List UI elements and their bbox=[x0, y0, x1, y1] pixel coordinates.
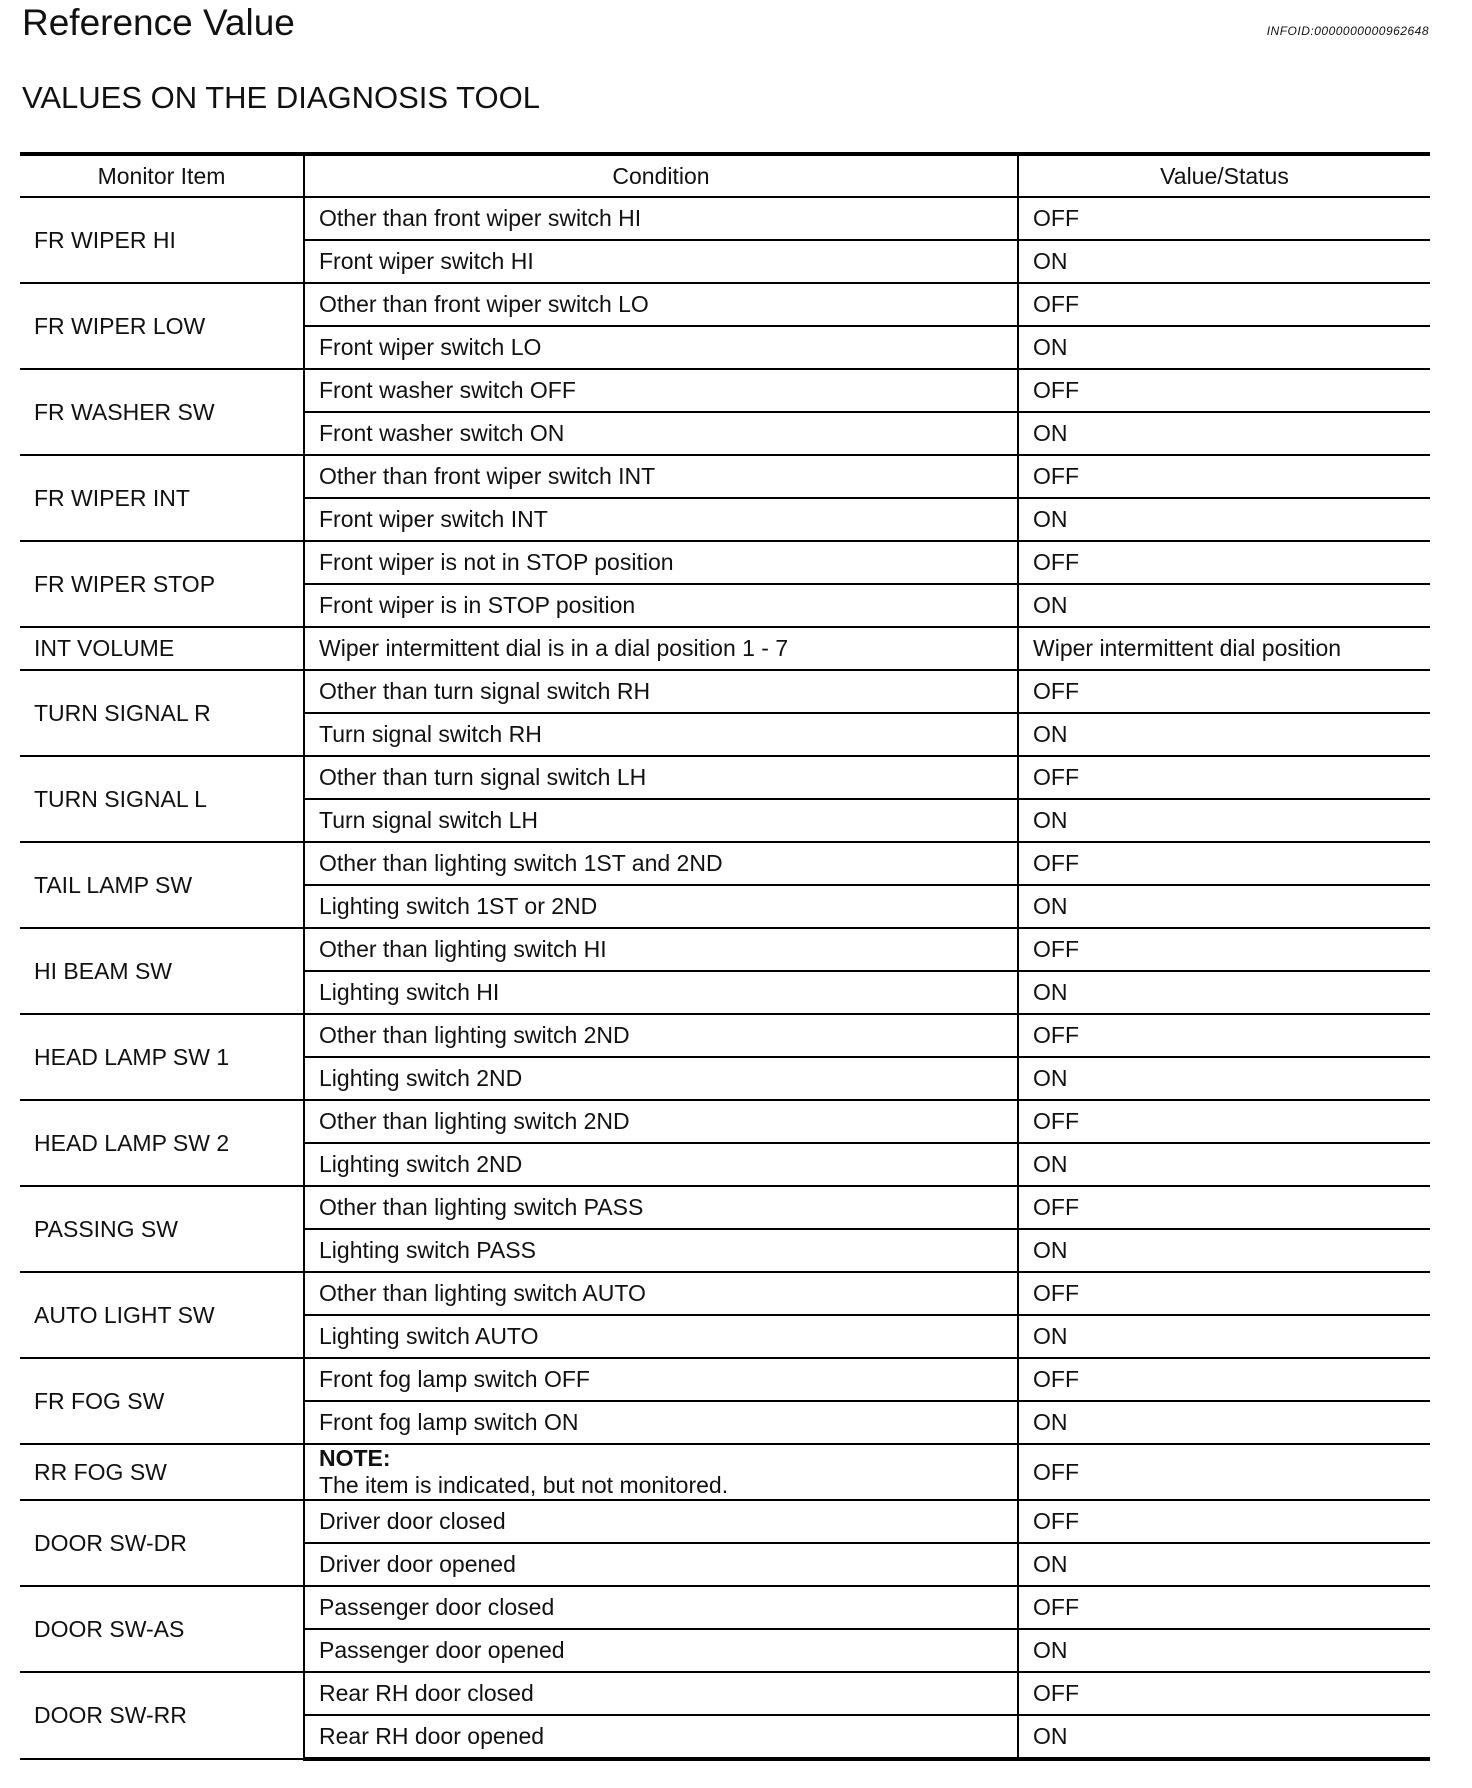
condition-cell: Lighting switch HI bbox=[304, 971, 1018, 1014]
condition-cell: Lighting switch 1ST or 2ND bbox=[304, 885, 1018, 928]
monitor-item-cell: DOOR SW-AS bbox=[20, 1586, 304, 1672]
condition-cell: Front washer switch OFF bbox=[304, 369, 1018, 412]
condition-cell: Passenger door closed bbox=[304, 1586, 1018, 1629]
table-row bbox=[20, 756, 1430, 799]
table-body bbox=[20, 197, 1430, 1759]
table-row bbox=[20, 1186, 1430, 1229]
condition-cell: Other than turn signal switch LH bbox=[304, 756, 1018, 799]
value-status-cell: ON bbox=[1018, 971, 1430, 1014]
table-row bbox=[20, 842, 1430, 885]
condition-cell: Other than turn signal switch RH bbox=[304, 670, 1018, 713]
value-status-cell: ON bbox=[1018, 1401, 1430, 1444]
value-status-cell: ON bbox=[1018, 1057, 1430, 1100]
note-label: NOTE: bbox=[319, 1445, 391, 1471]
condition-cell: Other than lighting switch PASS bbox=[304, 1186, 1018, 1229]
condition-cell: Front washer switch ON bbox=[304, 412, 1018, 455]
table-row bbox=[20, 1672, 1430, 1715]
condition-cell: Other than front wiper switch HI bbox=[304, 197, 1018, 240]
condition-cell: Driver door closed bbox=[304, 1500, 1018, 1543]
table-row bbox=[20, 197, 1430, 240]
condition-cell: Other than lighting switch AUTO bbox=[304, 1272, 1018, 1315]
value-status-cell: ON bbox=[1018, 799, 1430, 842]
value-status-cell: OFF bbox=[1018, 1272, 1430, 1315]
condition-cell: Other than lighting switch HI bbox=[304, 928, 1018, 971]
value-status-cell: ON bbox=[1018, 412, 1430, 455]
condition-cell: Front wiper switch LO bbox=[304, 326, 1018, 369]
table-row bbox=[20, 928, 1430, 971]
value-status-cell: ON bbox=[1018, 326, 1430, 369]
monitor-item-cell: TURN SIGNAL L bbox=[20, 756, 304, 842]
condition-cell: Front fog lamp switch OFF bbox=[304, 1358, 1018, 1401]
page-title: Reference Value bbox=[22, 2, 295, 43]
value-status-cell: OFF bbox=[1018, 842, 1430, 885]
table-row bbox=[20, 627, 1430, 670]
value-status-cell: OFF bbox=[1018, 1672, 1430, 1715]
condition-cell: Other than front wiper switch INT bbox=[304, 455, 1018, 498]
value-status-cell: ON bbox=[1018, 498, 1430, 541]
condition-cell: Rear RH door closed bbox=[304, 1672, 1018, 1715]
column-header-value-status: Value/Status bbox=[1018, 154, 1430, 197]
monitor-item-cell: RR FOG SW bbox=[20, 1444, 304, 1500]
monitor-item-cell: AUTO LIGHT SW bbox=[20, 1272, 304, 1358]
value-status-cell: ON bbox=[1018, 240, 1430, 283]
condition-cell: Other than lighting switch 2ND bbox=[304, 1014, 1018, 1057]
table-row bbox=[20, 283, 1430, 326]
column-header-monitor-item: Monitor Item bbox=[20, 154, 304, 197]
value-status-cell: OFF bbox=[1018, 369, 1430, 412]
value-status-cell: OFF bbox=[1018, 1444, 1430, 1500]
monitor-item-cell: HEAD LAMP SW 2 bbox=[20, 1100, 304, 1186]
condition-cell: Front wiper is not in STOP position bbox=[304, 541, 1018, 584]
value-status-cell: OFF bbox=[1018, 756, 1430, 799]
condition-cell: Front wiper is in STOP position bbox=[304, 584, 1018, 627]
monitor-item-cell: DOOR SW-RR bbox=[20, 1672, 304, 1759]
condition-cell: Lighting switch 2ND bbox=[304, 1143, 1018, 1186]
condition-cell: Rear RH door opened bbox=[304, 1715, 1018, 1759]
value-status-cell: OFF bbox=[1018, 1186, 1430, 1229]
monitor-item-cell: TURN SIGNAL R bbox=[20, 670, 304, 756]
value-status-cell: ON bbox=[1018, 1229, 1430, 1272]
condition-cell: Wiper intermittent dial is in a dial position 1 - 7 bbox=[304, 627, 1018, 670]
condition-cell: Other than lighting switch 1ST and 2ND bbox=[304, 842, 1018, 885]
column-header-condition: Condition bbox=[304, 154, 1018, 197]
monitor-item-cell: FR WASHER SW bbox=[20, 369, 304, 455]
value-status-cell: OFF bbox=[1018, 455, 1430, 498]
reference-value-table bbox=[20, 152, 1430, 1761]
monitor-item-cell: PASSING SW bbox=[20, 1186, 304, 1272]
monitor-item-cell: DOOR SW-DR bbox=[20, 1500, 304, 1586]
value-status-cell: OFF bbox=[1018, 1586, 1430, 1629]
table-row bbox=[20, 1272, 1430, 1315]
condition-cell: Turn signal switch RH bbox=[304, 713, 1018, 756]
value-status-cell: ON bbox=[1018, 1143, 1430, 1186]
condition-cell: Passenger door opened bbox=[304, 1629, 1018, 1672]
monitor-item-cell: TAIL LAMP SW bbox=[20, 842, 304, 928]
monitor-item-cell: FR WIPER INT bbox=[20, 455, 304, 541]
value-status-cell: ON bbox=[1018, 1629, 1430, 1672]
value-status-cell: ON bbox=[1018, 885, 1430, 928]
table-row bbox=[20, 1444, 1430, 1500]
value-status-cell: OFF bbox=[1018, 1500, 1430, 1543]
value-status-cell: ON bbox=[1018, 713, 1430, 756]
table-header-row bbox=[20, 154, 1430, 197]
table-row bbox=[20, 369, 1430, 412]
monitor-item-cell: FR WIPER STOP bbox=[20, 541, 304, 627]
condition-cell: Lighting switch 2ND bbox=[304, 1057, 1018, 1100]
monitor-item-cell: FR WIPER HI bbox=[20, 197, 304, 283]
value-status-cell: OFF bbox=[1018, 541, 1430, 584]
condition-cell: Driver door opened bbox=[304, 1543, 1018, 1586]
monitor-item-cell: HI BEAM SW bbox=[20, 928, 304, 1014]
info-id: INFOID:0000000000962648 bbox=[1266, 24, 1429, 38]
value-status-cell: OFF bbox=[1018, 1358, 1430, 1401]
value-status-cell: ON bbox=[1018, 584, 1430, 627]
condition-cell: Front wiper switch INT bbox=[304, 498, 1018, 541]
table-row bbox=[20, 1100, 1430, 1143]
note-text: The item is indicated, but not monitored. bbox=[319, 1472, 729, 1498]
table-row bbox=[20, 670, 1430, 713]
monitor-item-cell: FR FOG SW bbox=[20, 1358, 304, 1444]
value-status-cell: OFF bbox=[1018, 1100, 1430, 1143]
value-status-cell: OFF bbox=[1018, 197, 1430, 240]
note-cell bbox=[304, 1444, 1018, 1500]
condition-cell: Other than lighting switch 2ND bbox=[304, 1100, 1018, 1143]
value-status-cell: OFF bbox=[1018, 1014, 1430, 1057]
value-status-cell: ON bbox=[1018, 1543, 1430, 1586]
table-row bbox=[20, 1014, 1430, 1057]
table-row bbox=[20, 1586, 1430, 1629]
value-status-cell: ON bbox=[1018, 1715, 1430, 1759]
monitor-item-cell: HEAD LAMP SW 1 bbox=[20, 1014, 304, 1100]
table-row bbox=[20, 1500, 1430, 1543]
monitor-item-cell: INT VOLUME bbox=[20, 627, 304, 670]
condition-cell: Lighting switch PASS bbox=[304, 1229, 1018, 1272]
value-status-cell: Wiper intermittent dial position bbox=[1018, 627, 1430, 670]
section-title: VALUES ON THE DIAGNOSIS TOOL bbox=[22, 80, 540, 115]
condition-cell: Other than front wiper switch LO bbox=[304, 283, 1018, 326]
value-status-cell: OFF bbox=[1018, 283, 1430, 326]
condition-cell: Lighting switch AUTO bbox=[304, 1315, 1018, 1358]
table-row bbox=[20, 455, 1430, 498]
value-status-cell: OFF bbox=[1018, 928, 1430, 971]
table-row bbox=[20, 541, 1430, 584]
monitor-item-cell: FR WIPER LOW bbox=[20, 283, 304, 369]
value-status-cell: OFF bbox=[1018, 670, 1430, 713]
condition-cell: Turn signal switch LH bbox=[304, 799, 1018, 842]
value-status-cell: ON bbox=[1018, 1315, 1430, 1358]
condition-cell: Front wiper switch HI bbox=[304, 240, 1018, 283]
condition-cell: Front fog lamp switch ON bbox=[304, 1401, 1018, 1444]
table-row bbox=[20, 1358, 1430, 1401]
